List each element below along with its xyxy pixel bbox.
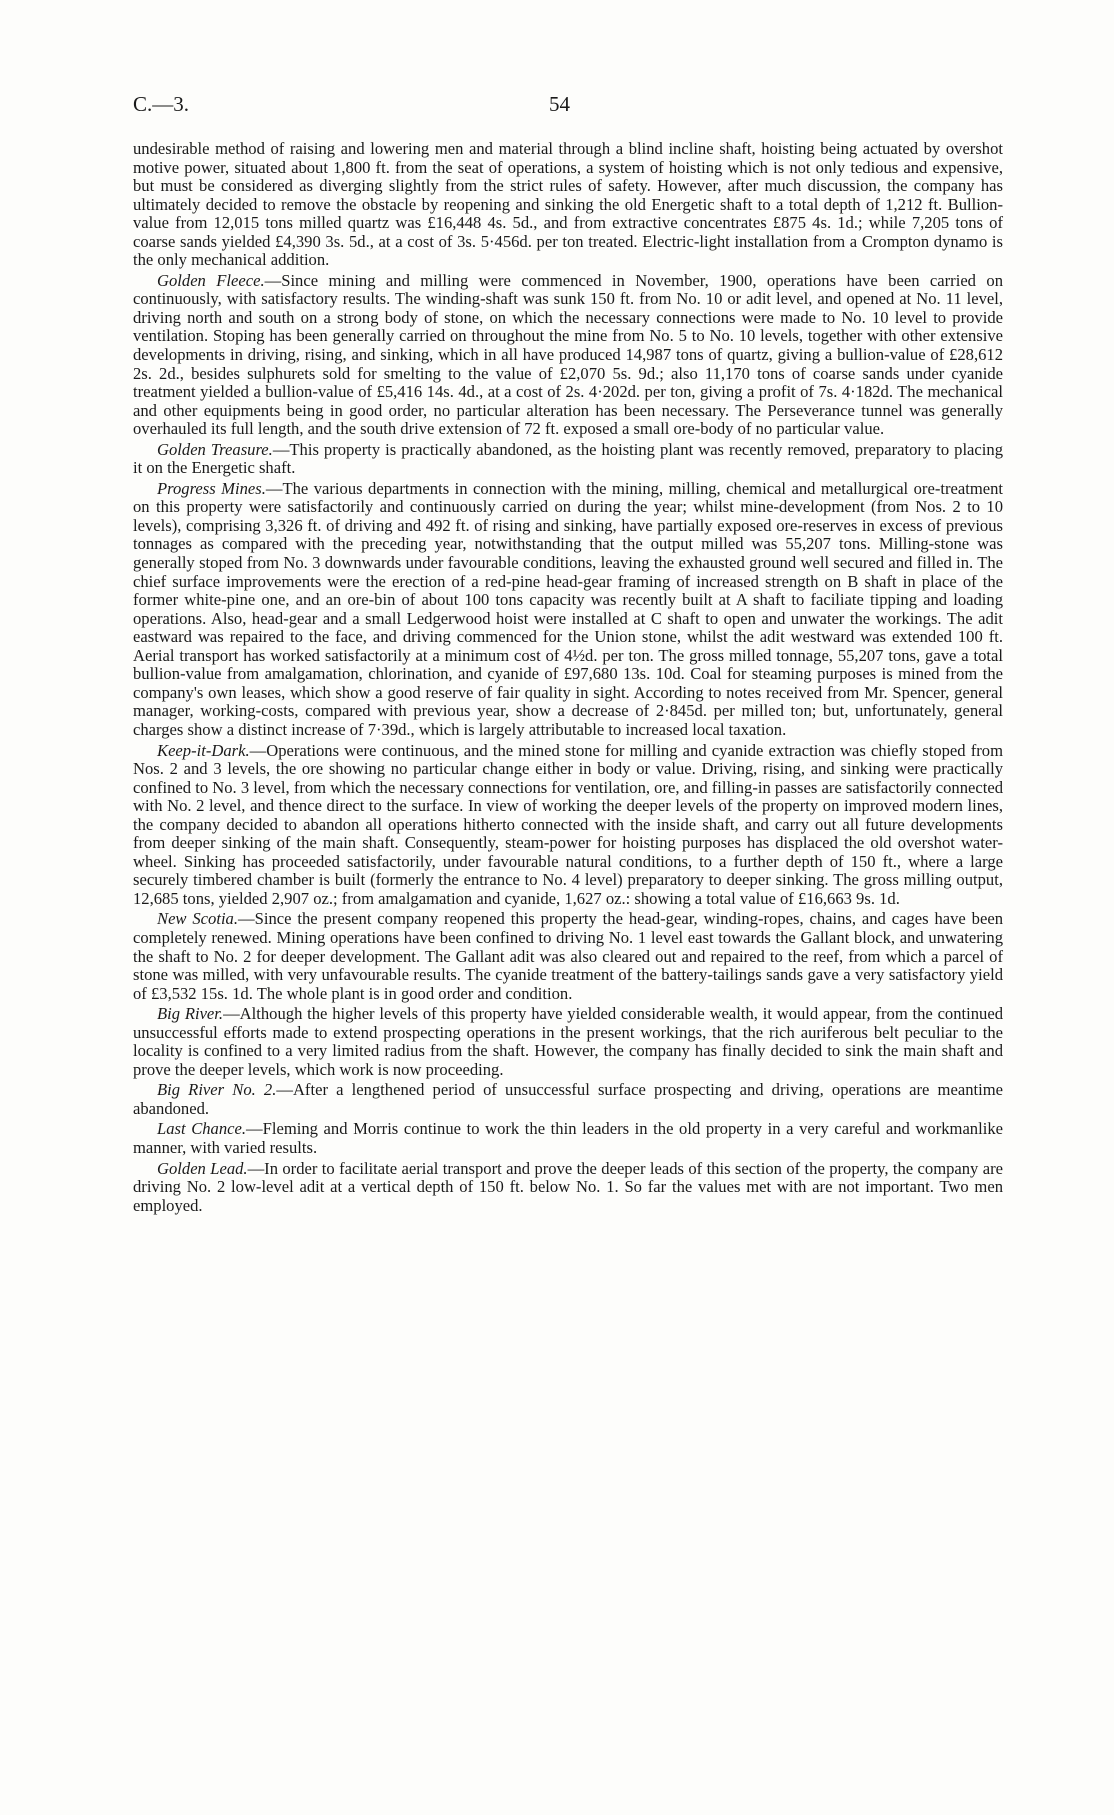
running-header	[133, 92, 1003, 122]
paragraph-text: —This property is practically abandoned, as the hoisting plant was recently removed, preparatory to placing it on the Energetic shaft.	[133, 439, 1003, 478]
paragraph-heading: Golden Fleece.	[157, 270, 265, 290]
paragraph-text: —Although the higher levels of this property have yielded considerable wealth, it would appear, from the continued unsuccessful efforts made to extend prospecting operations in the present workings, that the rich auriferous belt peculiar to the locality is confined to a very limited radius from the shaft. However, the company has finally decided to sink the main shaft and prove the deeper levels, which work is now proceeding.	[133, 1004, 1003, 1079]
paragraph-last-chance	[133, 1120, 1003, 1157]
paragraph-text: —Operations were continuous, and the mined stone for milling and cyanide extraction was chiefly stoped from Nos. 2 and 3 levels, the ore showing no particular change either in body or value. Driving, rising, and sinking were practically confined to No. 3 level, from which the necessary connections for ventilation, ore, and filling-in passes are satisfactorily connected with No. 2 level, and thence direct to the surface. In view of working the deeper levels of the property on improved modern lines, the company decided to abandon all operations hitherto connected with the inside shaft, and carry out all future developments from deeper sinking of the main shaft. Consequently, steam-power for hoisting purposes has displaced the old overshot water-wheel. Sinking has proceeded satisfactorily, under favourable natural conditions, to a further depth of 150 ft., where a large securely timbered chamber is built (formerly the entrance to No. 4 level) preparatory to deeper sinking. The gross milling output, 12,685 tons, yielded 2,907 oz.; from amalgamation and cyanide, 1,627 oz.: showing a total value of £16,663 9s. 1d.	[133, 740, 1003, 908]
paragraph-keep-it-dark	[133, 742, 1003, 909]
paragraph-heading: New Scotia.	[157, 909, 239, 929]
paragraph-big-river	[133, 1005, 1003, 1079]
paragraph-text: —Since the present company reopened this property the head-gear, winding-ropes, chains, and cages have been completely renewed. Mining operations have been confined to driving No. 1 level east towards the Gallant block, and unwatering the shaft to No. 2 for deeper development. The Gallant adit was also cleared out and repaired to the reef, from which a parcel of stone was milled, with very unfavourable results. The cyanide treatment of the battery-tailings sands gave a very satisfactory yield of £3,532 15s. 1d. The whole plant is in good order and condition.	[133, 909, 1003, 1003]
paragraph-heading: Golden Treasure.	[157, 439, 273, 459]
paragraph-continuation	[133, 140, 1003, 270]
paragraph-heading: Big River.	[157, 1004, 224, 1024]
paragraph-text: —The various departments in connection with the mining, milling, chemical and metallurgical ore-treatment on this property were satisfactorily and continuously carried on during the year; whilst mine-development (from Nos. 2 to 10 levels), comprising 3,326 ft. of driving and 492 ft. of rising and sinking, have partially exposed ore-reserves in excess of previous tonnages as compared with the preceding year, notwithstanding that the output milled was 55,207 tons. Milling-stone was generally stoped from No. 3 downwards under favourable conditions, leaving the exhausted ground well secured and filled in. The chief surface improvements were the erection of a red-pine head-gear framing of increased strength on B shaft in place of the former white-pine one, and an ore-bin of about 100 tons capacity was recently built at A shaft to faciliate tipping and loading operations. Also, head-gear and a small Ledgerwood hoist were installed at C shaft to open and unwater the workings. The adit eastward was repaired to the face, and driving commenced for the Union stone, whilst the adit westward was extended 100 ft. Aerial transport has worked satisfactorily at a minimum cost of 4½d. per ton. The gross milled tonnage, 55,207 tons, gave a total bullion-value from amalgamation, chlorination, and cyanide of £97,680 13s. 10d. Coal for steaming purposes is mined from the company's own leases, which show a good reserve of fair quality in sight. According to notes received from Mr. Spencer, general manager, working-costs, compared with previous year, show a decrease of 2·845d. per milled ton; but, unfortunately, general charges show a distinct increase of 7·39d., which is largely attributable to increased local taxation.	[133, 478, 1004, 739]
paragraph-text: —After a lengthened period of unsuccessful surface prospecting and driving, operations are meantime abandoned.	[133, 1080, 1003, 1118]
paragraph-text: —Fleming and Morris continue to work the thin leaders in the old property in a very careful and workmanlike manner, with varied results.	[133, 1119, 1003, 1157]
paragraph-text: —Since mining and milling were commenced in November, 1900, operations have been carried on continuously, with satisfactory results. The winding-shaft was sunk 150 ft. from No. 10 or adit level, and opened at No. 11 level, driving north and south on a strong body of stone, on which the necessary connections were made to No. 10 level to provide ventilation. Stoping has been generally carried on throughout the mine from No. 5 to No. 10 levels, together with other extensive developments in driving, rising, and sinking, which in all have produced 14,987 tons of quartz, giving a bullion-value of £28,612 2s. 2d., besides sulphurets sold for smelting to the value of £2,070 5s. 9d.; also 11,170 tons of coarse sands under cyanide treatment yielded a bullion-value of £5,416 14s. 4d., at a cost of 2s. 4·202d. per ton, giving a profit of 7s. 4·182d. The mechanical and other equipments being in good order, no particular alteration has been necessary. The Perseverance tunnel was generally overhauled its full length, and the south drive extension of 72 ft. exposed a small ore-body of no particular value.	[133, 270, 1003, 439]
paragraph-new-scotia	[133, 910, 1003, 1003]
paragraph-golden-fleece	[133, 272, 1003, 439]
page-number: 54	[549, 92, 570, 116]
paragraph-big-river-no-2	[133, 1081, 1003, 1118]
paragraph-heading: Keep-it-Dark.	[157, 740, 250, 760]
paragraph-progress-mines	[133, 480, 1003, 740]
paragraph-heading: Big River No. 2.	[157, 1080, 277, 1100]
paragraph-golden-treasure	[133, 441, 1003, 478]
body-text	[133, 140, 1003, 1215]
paragraph-text: —In order to facilitate aerial transport and prove the deeper leads of this section of the property, the company are driving No. 2 low-level adit at a vertical depth of 150 ft. below No. 1. So far the values met with are not important. Two men employed.	[133, 1158, 1003, 1215]
paragraph-heading: Golden Lead.	[157, 1158, 248, 1178]
paragraph-heading: Progress Mines.	[157, 478, 266, 498]
paragraph-golden-lead	[133, 1160, 1003, 1216]
document-reference: C.—3.	[133, 92, 190, 116]
paragraph-text: undesirable method of raising and lowering men and material through a blind incline shaft, hoisting being actuated by overshot motive power, situated about 1,800 ft. from the seat of operations, a system of hoisting which is not only tedious and expensive, but must be considered as diverging slightly from the strict rules of safety. However, after much discussion, the company has ultimately decided to remove the obstacle by reopening and sinking the old Energetic shaft to a total depth of 1,212 ft. Bullion-value from 12,015 tons milled quartz was £16,448 4s. 5d., and from extractive concentrates £875 4s. 1d.; while 7,205 tons of coarse sands yielded £4,390 3s. 5d., at a cost of 3s. 5·456d. per ton treated. Electric-light installation from a Crompton dynamo is the only mechanical addition.	[133, 139, 1003, 270]
paragraph-heading: Last Chance.	[157, 1119, 247, 1139]
